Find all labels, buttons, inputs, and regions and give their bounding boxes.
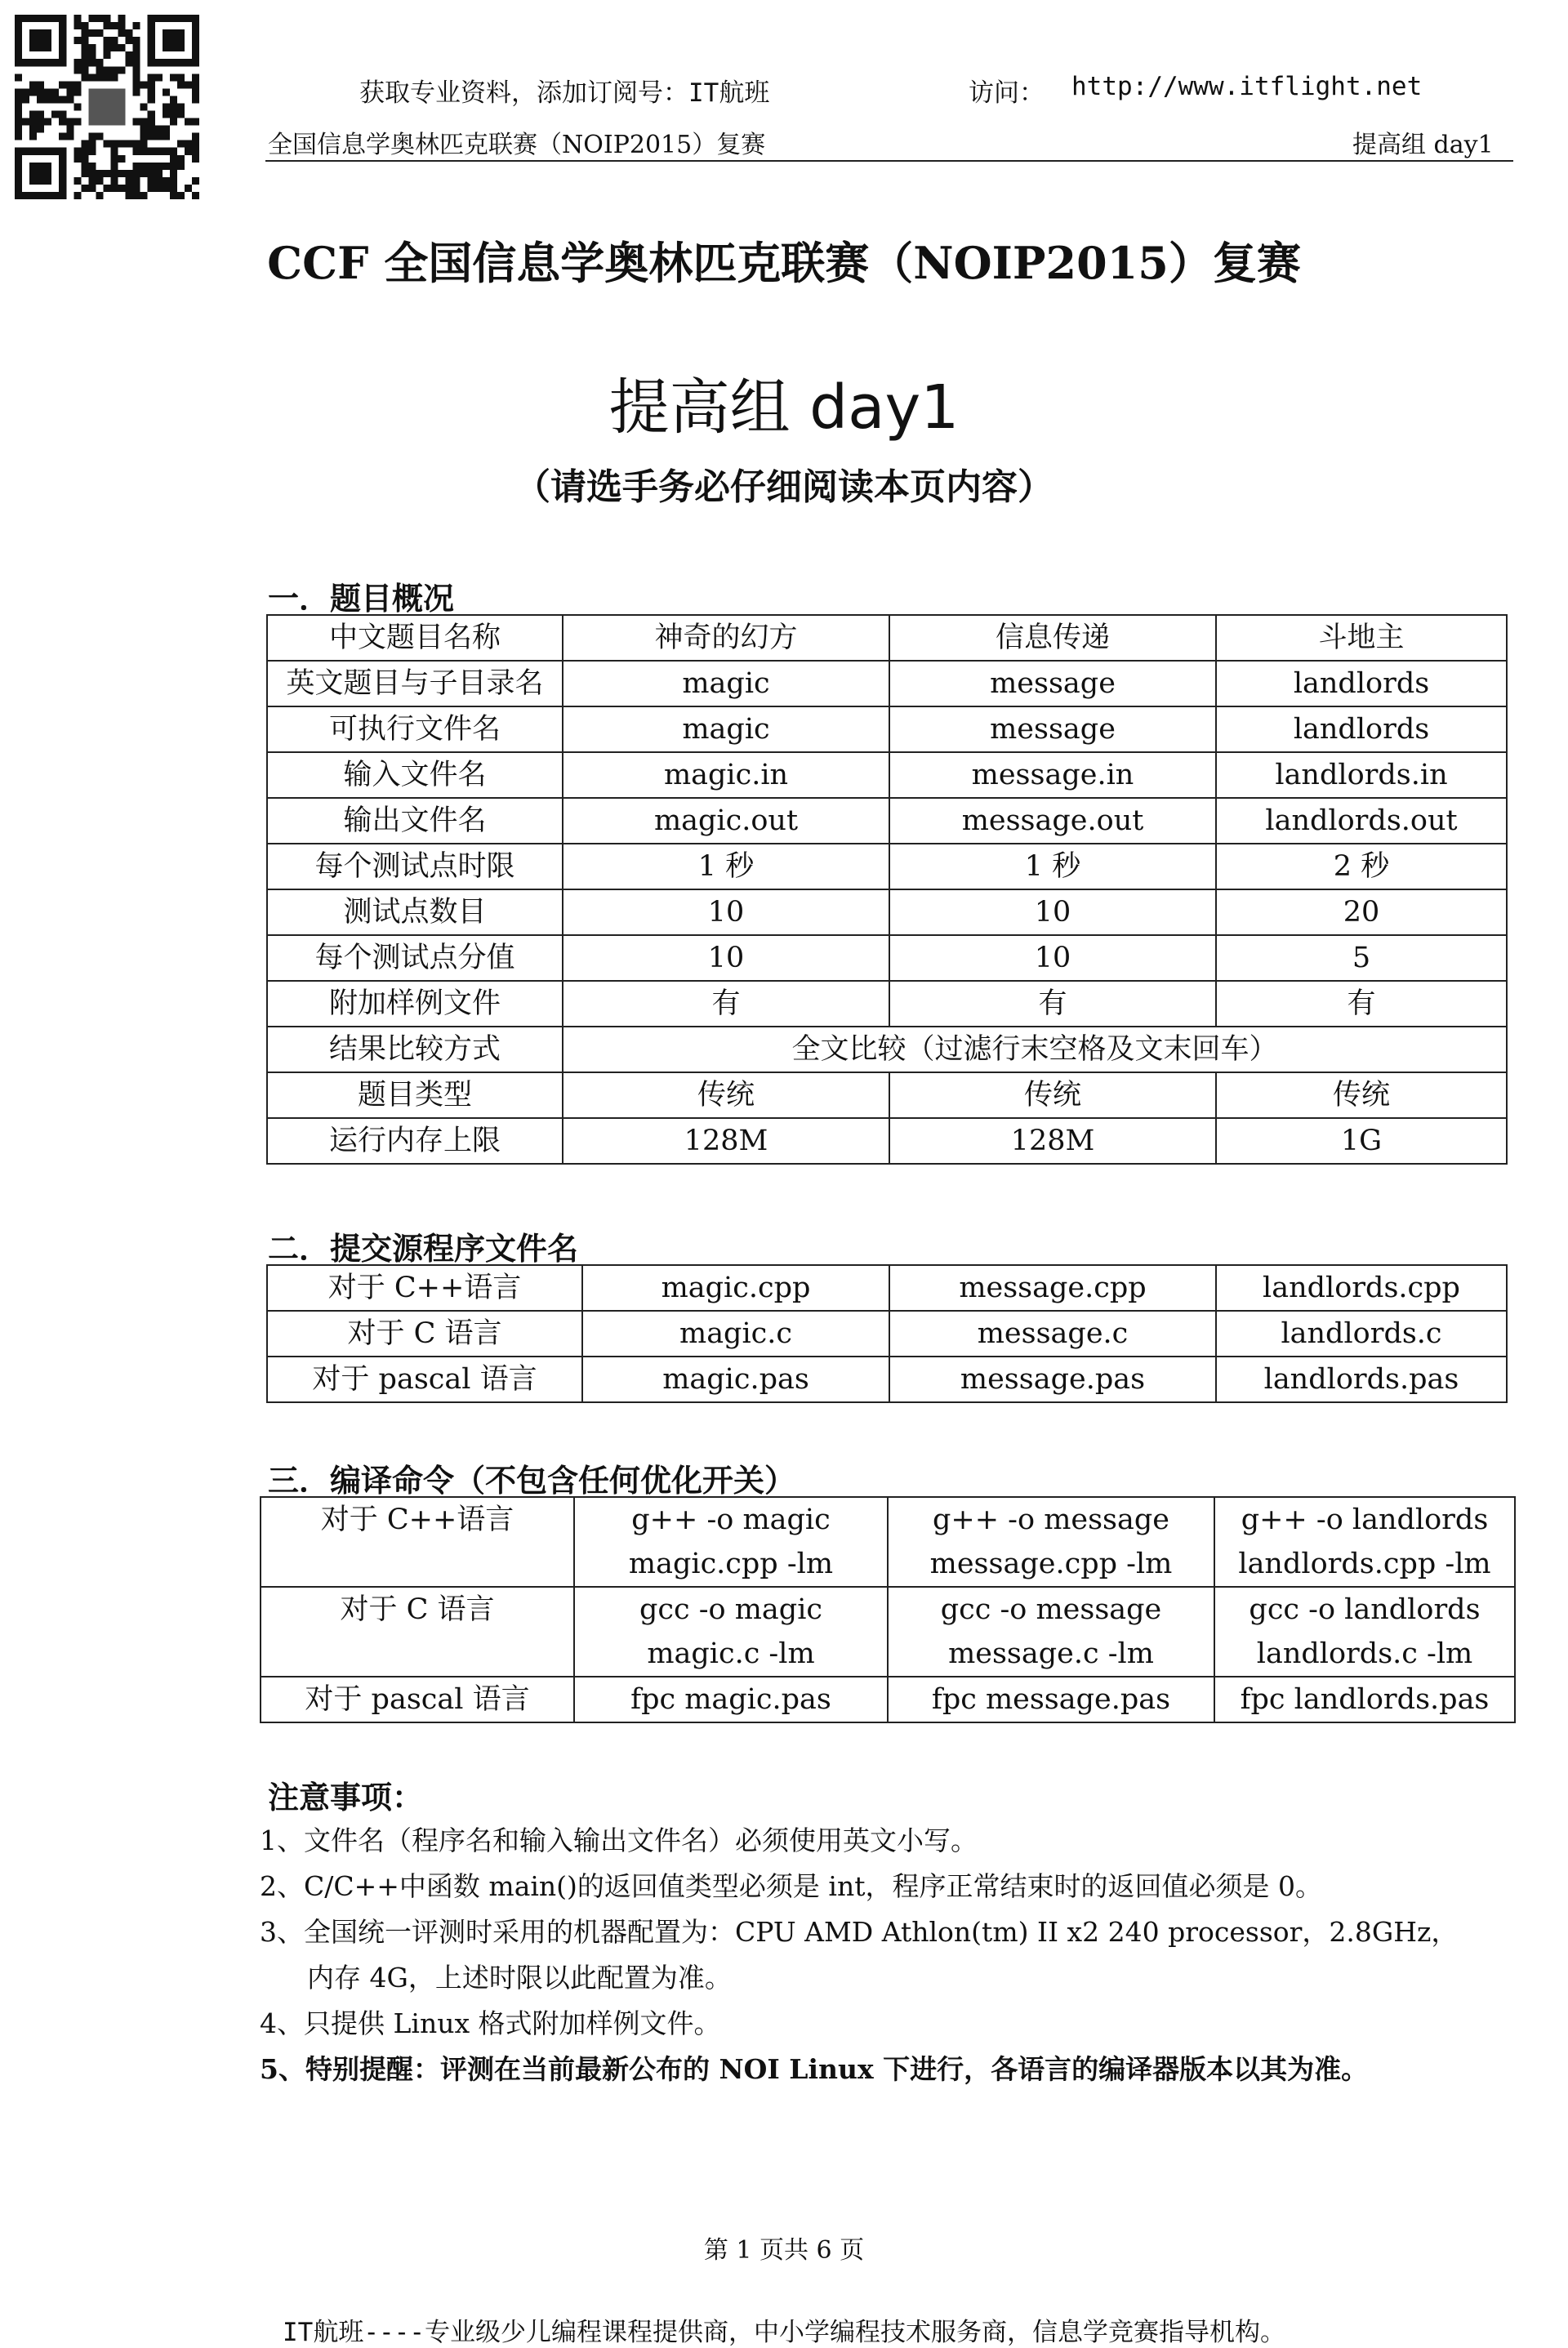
table-row bbox=[267, 661, 1507, 706]
table-row bbox=[261, 1677, 1515, 1722]
command-cell bbox=[574, 1677, 888, 1722]
table-row bbox=[261, 1587, 1515, 1677]
table-cell: 传统 bbox=[889, 1072, 1216, 1118]
row-label-cell: 对于 pascal 语言 bbox=[267, 1357, 582, 1402]
table-cell: 信息传递 bbox=[889, 615, 1216, 661]
table-row bbox=[267, 844, 1507, 889]
command-line: g++ -o magic bbox=[631, 1504, 831, 1536]
contest-title: CCF 全国信息学奥林匹克联赛（NOIP2015）复赛 bbox=[267, 237, 1301, 289]
promo-text: 获取专业资料，添加订阅号：IT航班 bbox=[359, 78, 770, 108]
table-cell: 1 秒 bbox=[563, 844, 889, 889]
command-line: landlords.c -lm bbox=[1256, 1637, 1473, 1670]
table-row bbox=[267, 981, 1507, 1027]
table-cell: magic bbox=[563, 706, 889, 752]
note-item-2: 2、C/C++中函数 main()的返回值类型必须是 int，程序正常结束时的返回值必须是 0。 bbox=[260, 1870, 1322, 1902]
row-label-cell: 输出文件名 bbox=[267, 798, 563, 844]
table-cell: magic.c bbox=[582, 1311, 889, 1357]
note-item-1: 1、文件名（程序名和输入输出文件名）必须使用英文小写。 bbox=[260, 1824, 978, 1856]
table-cell: landlords.pas bbox=[1216, 1357, 1507, 1402]
row-label-cell: 输入文件名 bbox=[267, 752, 563, 798]
qr-code-image bbox=[15, 15, 199, 199]
instruction-subtitle: （请选手务必仔细阅读本页内容） bbox=[514, 466, 1054, 508]
website-link[interactable]: http://www.itflight.net bbox=[1071, 72, 1423, 101]
table-cell: 有 bbox=[563, 981, 889, 1027]
command-line: fpc magic.pas bbox=[630, 1683, 831, 1716]
command-cell bbox=[888, 1587, 1214, 1677]
footer-slogan: IT航班----专业级少儿编程课程提供商，中小学编程技术服务商，信息学竞赛指导机构。 bbox=[283, 2318, 1285, 2347]
running-header-right: 提高组 day1 bbox=[1352, 131, 1494, 159]
table-cell: landlords.out bbox=[1216, 798, 1507, 844]
table-cell: magic bbox=[563, 661, 889, 706]
section-heading-compile-commands: 三．编译命令（不包含任何优化开关） bbox=[268, 1462, 796, 1499]
group-title: 提高组 day1 bbox=[608, 372, 960, 443]
table-row bbox=[267, 1027, 1507, 1072]
table-cell: 20 bbox=[1216, 889, 1507, 935]
row-label-cell: 对于 C 语言 bbox=[267, 1311, 582, 1357]
command-line: fpc message.pas bbox=[931, 1683, 1171, 1716]
section-heading-source-files: 二．提交源程序文件名 bbox=[268, 1230, 579, 1267]
command-line: landlords.cpp -lm bbox=[1238, 1548, 1491, 1580]
table-cell: 神奇的幻方 bbox=[563, 615, 889, 661]
command-line: g++ -o landlords bbox=[1241, 1504, 1489, 1536]
command-line: message.cpp -lm bbox=[929, 1548, 1173, 1580]
table-cell: 斗地主 bbox=[1216, 615, 1507, 661]
row-label-cell: 中文题目名称 bbox=[267, 615, 563, 661]
command-line: message.c -lm bbox=[948, 1637, 1154, 1670]
table-cell: message.c bbox=[889, 1311, 1216, 1357]
row-label-cell: 对于 C 语言 bbox=[261, 1587, 574, 1677]
row-label-cell: 运行内存上限 bbox=[267, 1118, 563, 1164]
row-label-cell: 题目类型 bbox=[267, 1072, 563, 1118]
command-cell bbox=[888, 1677, 1214, 1722]
command-line: gcc -o magic bbox=[639, 1593, 822, 1626]
command-cell bbox=[888, 1497, 1214, 1587]
table-cell: 1G bbox=[1216, 1118, 1507, 1164]
command-line: magic.c -lm bbox=[647, 1637, 815, 1670]
row-label-cell: 每个测试点时限 bbox=[267, 844, 563, 889]
table-cell: message.in bbox=[889, 752, 1216, 798]
table-cell: landlords.in bbox=[1216, 752, 1507, 798]
command-line: fpc landlords.pas bbox=[1240, 1683, 1490, 1716]
table-row bbox=[267, 752, 1507, 798]
table-row bbox=[267, 1357, 1507, 1402]
command-cell bbox=[1214, 1677, 1515, 1722]
table-cell: message bbox=[889, 661, 1216, 706]
table-cell: magic.in bbox=[563, 752, 889, 798]
table-cell: 全文比较（过滤行末空格及文末回车） bbox=[563, 1027, 1507, 1072]
table-cell: message bbox=[889, 706, 1216, 752]
table-cell: message.cpp bbox=[889, 1265, 1216, 1311]
table-row bbox=[267, 615, 1507, 661]
note-item-5: 5、特别提醒：评测在当前最新公布的 NOI Linux 下进行，各语言的编译器版本以其为准。 bbox=[260, 2053, 1369, 2085]
visit-label: 访问： bbox=[969, 78, 1045, 108]
table-cell: 10 bbox=[889, 889, 1216, 935]
table-cell: 128M bbox=[563, 1118, 889, 1164]
row-label-cell: 对于 pascal 语言 bbox=[261, 1677, 574, 1722]
table-row bbox=[267, 1265, 1507, 1311]
table-cell: landlords.c bbox=[1216, 1311, 1507, 1357]
table-cell: magic.pas bbox=[582, 1357, 889, 1402]
page-number: 第 1 页共 6 页 bbox=[703, 2236, 865, 2265]
table-row bbox=[267, 1311, 1507, 1357]
table-cell: 传统 bbox=[563, 1072, 889, 1118]
table-cell: 128M bbox=[889, 1118, 1216, 1164]
table-cell: 有 bbox=[1216, 981, 1507, 1027]
running-header-left: 全国信息学奥林匹克联赛（NOIP2015）复赛 bbox=[268, 131, 766, 159]
row-label-cell: 对于 C++语言 bbox=[267, 1265, 582, 1311]
table-cell: landlords bbox=[1216, 661, 1507, 706]
table-row bbox=[261, 1497, 1515, 1587]
header-rule bbox=[265, 160, 1513, 162]
note-item-3-continued: 内存 4G，上述时限以此配置为准。 bbox=[307, 1962, 732, 1994]
table-row bbox=[267, 1072, 1507, 1118]
table-cell: message.pas bbox=[889, 1357, 1216, 1402]
table-row bbox=[267, 935, 1507, 981]
table-cell: landlords bbox=[1216, 706, 1507, 752]
table-row bbox=[267, 889, 1507, 935]
command-cell bbox=[1214, 1497, 1515, 1587]
table-cell: 10 bbox=[889, 935, 1216, 981]
problem-overview-table bbox=[266, 614, 1508, 1165]
notes-heading: 注意事项： bbox=[268, 1779, 424, 1816]
note-item-3: 3、全国统一评测时采用的机器配置为：CPU AMD Athlon(tm) II x2 240 processor，2.8GHz， bbox=[260, 1916, 1459, 1948]
compile-command-table bbox=[260, 1496, 1516, 1723]
table-cell: message.out bbox=[889, 798, 1216, 844]
table-cell: landlords.cpp bbox=[1216, 1265, 1507, 1311]
command-line: gcc -o message bbox=[940, 1593, 1162, 1626]
row-label-cell: 英文题目与子目录名 bbox=[267, 661, 563, 706]
table-row bbox=[267, 798, 1507, 844]
command-line: magic.cpp -lm bbox=[628, 1548, 834, 1580]
table-row bbox=[267, 1118, 1507, 1164]
section-heading-overview: 一．题目概况 bbox=[268, 580, 455, 617]
command-line: gcc -o landlords bbox=[1249, 1593, 1481, 1626]
table-cell: 1 秒 bbox=[889, 844, 1216, 889]
notes-list bbox=[260, 1818, 1534, 2092]
command-cell bbox=[574, 1497, 888, 1587]
row-label-cell: 对于 C++语言 bbox=[261, 1497, 574, 1587]
command-line: g++ -o message bbox=[932, 1504, 1169, 1536]
table-cell: 2 秒 bbox=[1216, 844, 1507, 889]
note-item-4: 4、只提供 Linux 格式附加样例文件。 bbox=[260, 2007, 721, 2039]
table-cell: 10 bbox=[563, 935, 889, 981]
row-label-cell: 附加样例文件 bbox=[267, 981, 563, 1027]
table-cell: magic.out bbox=[563, 798, 889, 844]
table-cell: magic.cpp bbox=[582, 1265, 889, 1311]
table-cell: 5 bbox=[1216, 935, 1507, 981]
source-filename-table bbox=[266, 1264, 1508, 1403]
row-label-cell: 每个测试点分值 bbox=[267, 935, 563, 981]
row-label-cell: 结果比较方式 bbox=[267, 1027, 563, 1072]
command-cell bbox=[574, 1587, 888, 1677]
table-cell: 传统 bbox=[1216, 1072, 1507, 1118]
table-cell: 有 bbox=[889, 981, 1216, 1027]
command-cell bbox=[1214, 1587, 1515, 1677]
row-label-cell: 测试点数目 bbox=[267, 889, 563, 935]
table-cell: 10 bbox=[563, 889, 889, 935]
table-row bbox=[267, 706, 1507, 752]
row-label-cell: 可执行文件名 bbox=[267, 706, 563, 752]
